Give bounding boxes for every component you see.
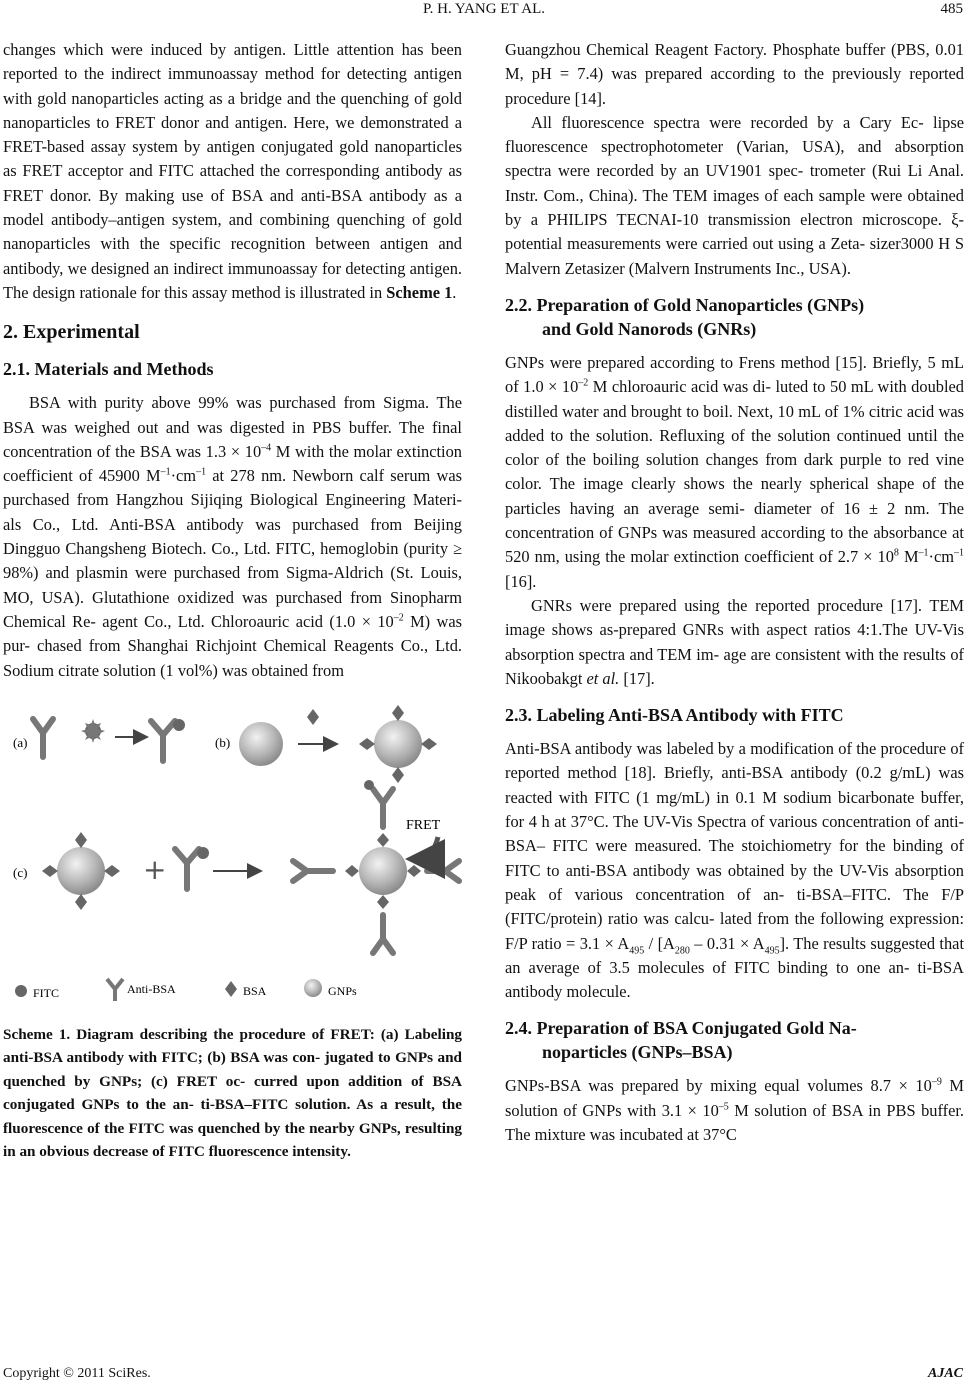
subsection-heading-conjugation: 2.4. Preparation of BSA Conjugated Gold Na- noparticles (GNPs–BSA) xyxy=(505,1018,857,1063)
intro-paragraph: changes which were induced by antigen. Little attention has been reported to the indirect immunoassay method for detecting antigen with gold nanoparticles acting as a bridge and the quenching of gold nanoparticles to FRET donor and antigen. Here, we demonstrated a FRET-based assay system by antigen conjugated gold nanoparticles as FRET acceptor and FITC attached the corresponding antibody as FRET donor. By making use of BSA and anti-BSA antibody as a model antibody–antigen system, and combining quenching of gold nanoparticles with the specific recognition between antigen and antibody, we designed an indirect immunoassay for detecting antigen. The design rationale for this assay method is illustrated in Scheme 1. xyxy=(3,40,462,302)
conjugation-paragraph: GNPs-BSA was prepared by mixing equal volumes $8.7 \times 10^{-9}$ M solution of GNPs with $3.1 \times 10^{-5}$ M solution of BSA in PBS buffer. The mixture was incubated at 37°C xyxy=(505,1076,965,1144)
fret-arrow xyxy=(415,837,438,859)
legend-bsa: BSA xyxy=(243,983,267,998)
legend-gnp-icon xyxy=(304,979,322,997)
bsa-icon xyxy=(307,709,319,725)
legend-anti-icon xyxy=(107,979,123,1001)
legend-fitc-icon xyxy=(15,985,27,997)
label-c: (c) xyxy=(13,864,28,880)
reagent-paragraph: Guangzhou Chemical Reagent Factory. Phosphate buffer (PBS, 0.01 M, pH = 7.4) was prepared according to the previously reported procedure [14]. xyxy=(505,40,964,108)
antibody-icon xyxy=(33,719,53,757)
label-a: (a) xyxy=(13,734,28,750)
legend-gnps: GNPs xyxy=(328,983,357,998)
gnp-icon xyxy=(239,722,283,766)
page-number: 485 xyxy=(940,1,963,17)
scheme-ref: Scheme 1 xyxy=(386,282,453,302)
page-footer xyxy=(3,1366,963,1382)
scheme-1-figure xyxy=(3,699,462,1009)
legend xyxy=(15,979,357,1001)
fitc-icon xyxy=(81,719,105,743)
fret-label: FRET xyxy=(406,817,441,833)
scheme-caption: Scheme 1. Diagram describing the procedure of FRET: (a) Labeling anti-BSA antibody with FITC; (b) BSA was con- jugated to GNPs and quenched by GNPs; (c) FRET oc- curred upon addition of BSA conjugated GNPs to the an- ti-BSA–FITC solution. As a result, the fluorescence of the FITC was quenched by the nearby GNPs, resulting in an obvious decrease of FITC fluorescence intensity. xyxy=(3,1025,462,1161)
labeled-antibody-icon xyxy=(151,719,185,761)
copyright: Copyright © 2011 SciRes. xyxy=(3,1366,151,1381)
instruments-paragraph: All fluorescence spectra were recorded by a Cary Ec- lipse fluorescence spectrophotometer (Varian, USA), and absorption spectra were recorded by an UV1901 spec- trometer (Rui Li Anal. Instr. Com., China). The TEM images of each sample were obtained by a PHILIPS TECNAI-10 transmission electron microscope. ξ-potential measurements were carried out using a Zeta- sizer3000 H S Malvern Zetasizer (Malvern Instruments Inc., USA). xyxy=(505,112,964,278)
gnrs-paragraph: GNRs were prepared using the reported procedure [17]. TEM image shows as-prepared GNRs with aspect ratios 4:1.The UV-Vis absorption spectra and TEM im- age are consistent with the results of Nikoobakgt et al. [17]. xyxy=(505,595,964,688)
running-header xyxy=(0,0,968,24)
section-heading-experimental: 2. Experimental xyxy=(3,321,140,344)
gnp-bsa-icon xyxy=(359,705,437,783)
subsection-heading-materials: 2.1. Materials and Methods xyxy=(3,359,214,380)
plus-icon: + xyxy=(143,852,167,886)
labeled-antibody-icon-c xyxy=(175,847,209,889)
right-column xyxy=(505,38,964,1147)
legend-anti-bsa: Anti-BSA xyxy=(127,981,176,996)
left-column xyxy=(3,38,462,1164)
subsection-heading-labeling: 2.3. Labeling Anti-BSA Antibody with FITC xyxy=(505,705,844,726)
journal-name: AJAC xyxy=(927,1366,963,1381)
legend-bsa-icon xyxy=(225,981,237,997)
materials-paragraph: BSA with purity above 99% was purchased from Sigma. The BSA was weighed out and was digested in PBS buffer. The final concentration of the BSA was $1.3 \times 10^{-4}$ M with the molar extinction coefficient of 45900 $M^{-1}\cdot cm^{-1}$ at 278 nm. Newborn calf serum was purchased from Hangzhou Sijiqing Biological Engineering Materi- als Co., Ltd. Anti-BSA antibody was purchased from Beijing Dingguo Changsheng Biotech. Co., Ltd. FITC, hemoglobin (purity ≥ 98%) and plasmin were purchased from Sigma-Aldrich (St. Louis, MO, USA). Glutathione oxidized was purchased from Sinopharm Chemical Re- agent Co., Ltd. Chloroauric acid ($1.0 \times 10^{-2}$ M) was pur- chased from Shanghai Richjoint Chemical Reagents Co., Ltd. Sodium citrate solution (1 vol%) was obtained from xyxy=(3,393,462,680)
labeling-paragraph: Anti-BSA antibody was labeled by a modification of the procedure of reported method [18]. Briefly, anti-BSA antibody (0.2 g/mL) was reacted with FITC (1 mg/mL) in 0.1 M sodium bicarbonate buffer, for 4 h at 37°C. The UV-Vis Spectra of various concentration of anti-BSA– FITC were measured. The stoichiometry for the binding of FITC to anti-BSA antibody was obtained by the UV-Vis absorption peak of various concentration of an- ti-BSA–FITC. The F/P (FITC/protein) ratio was calcu- lated from the following expression: F/P ratio = $3.1 \times A_{495} / [A_{280} - 0.31 \times A_{495}]$. The results suggested that an average of 3.5 molecules of FITC binding to one an- ti-BSA antibody molecule. xyxy=(505,739,965,1002)
scheme-diagram xyxy=(3,699,462,1009)
label-b: (b) xyxy=(215,734,231,750)
legend-fitc: FITC xyxy=(33,985,60,1000)
gnps-paragraph: GNPs were prepared according to Frens method [15]. Briefly, 5 mL of $1.0 \times 10^{-2}$ M chloroauric acid was di- luted to 50 mL with doubled distilled water and brought to boil. Next, 10 mL of 1% citric acid was added to the solution. Refluxing of the solution continued until the color of the boiling solution changes from dark purple to red vine color. The image clearly shows the nearly spherical shape of the particles having an average semi- diameter of 16 ± 2 nm. The concentration of GNPs was measured according to the absorbance at 520 nm, using the molar extinction coefficient of $2.7 \times 10^8$ $M^{-1}\cdot cm^{-1}$ [16]. xyxy=(505,352,965,591)
subsection-heading-gnps: 2.2. Preparation of Gold Nanoparticles (GNPs) and Gold Nanorods (GNRs) xyxy=(505,294,865,339)
gnp-bsa-icon-c xyxy=(42,832,120,910)
running-title: P. H. YANG ET AL. xyxy=(422,1,546,17)
fret-complex-icon xyxy=(293,780,459,953)
